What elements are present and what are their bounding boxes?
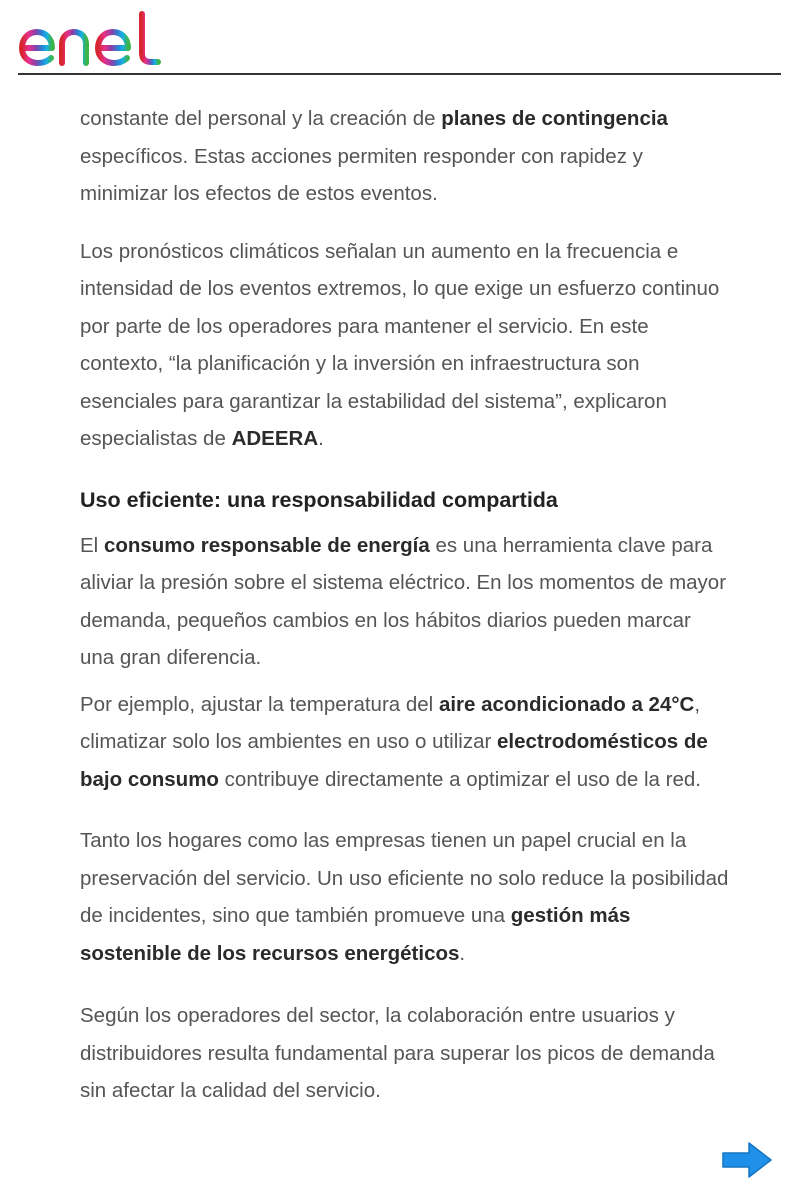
paragraph-responsible-consumption [80,527,730,677]
article-body [80,100,730,1110]
site-header [0,0,800,76]
text-run: El [80,533,104,557]
text-run: Tanto los hogares como las empresas tienen un papel crucial en la preservación del servicio. Un uso eficiente no solo reduce la posibilidad de incidentes, sino que también promueve una [80,829,729,927]
text-run: . [459,941,466,965]
paragraph-contingency [80,100,730,213]
text-run: específicos. Estas acciones permiten responder con rapidez y minimizar los efectos de estos eventos. [80,144,643,205]
text-run: Según los operadores del sector, la colaboración entre usuarios y distribuidores resulta fundamental para superar los picos de demanda sin afectar la calidad del servicio. [80,1004,715,1102]
paragraph-forecasts [80,233,730,458]
bold-text: gestión más sostenible de los recursos energéticos [80,904,631,965]
header-divider [18,73,781,75]
bold-text: ADEERA [231,427,319,450]
bold-text: planes de contingencia [441,107,668,130]
enel-logo[interactable] [18,8,173,68]
text-run: . [318,427,324,450]
paragraph-homes-companies [80,822,730,972]
text-run: Los pronósticos climáticos señalan un aumento en la frecuencia e intensidad de los eventos extremos, lo que exige un esfuerzo continuo por parte de los operadores para mantener el servicio. En este contexto, “la planificación y la inversión en infraestructura son esenciales para garantizar la estabilidad del sistema”, explicaron especialistas de [80,239,720,450]
section-heading: Uso eficiente: una responsabilidad compartida [80,487,558,512]
paragraph-operators [80,997,730,1110]
text-run: es una herramienta clave para aliviar la presión sobre el sistema eléctrico. En los momentos de mayor demanda, pequeños cambios en los hábitos diarios pueden marcar una gran diferencia. [80,533,727,669]
text-run: , climatizar solo los ambientes en uso o utilizar [80,692,701,753]
text-run: constante del personal y la creación de [80,107,442,130]
arrow-right-icon[interactable] [720,1140,774,1180]
bold-text: consumo responsable de energía [103,533,430,557]
bold-text: electrodomésticos de bajo consumo [80,730,708,791]
text-run: contribuye directamente a optimizar el uso de la red. [218,767,701,791]
bold-text: aire acondicionado a 24°C [438,692,695,716]
text-run: Por ejemplo, ajustar la temperatura del [80,692,439,716]
paragraph-example [80,686,730,799]
